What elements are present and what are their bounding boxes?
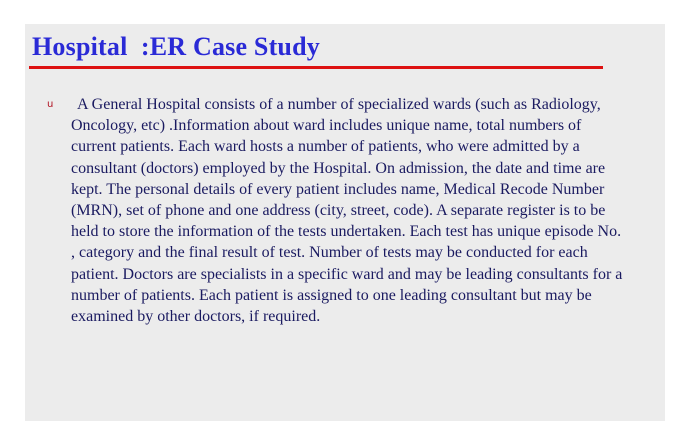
bullet-icon: u: [47, 99, 54, 110]
title-underline-rule: [29, 66, 603, 69]
slide: [25, 24, 665, 421]
case-study-paragraph: A General Hospital consists of a number of specialized wards (such as Radiology, Oncology, etc) .Information about ward includes unique name, total numbers of current patients. Each ward hosts a number of patients, who were admitted by a consultant (doctors) employed by the Hospital. On admission, the date and time are kept. The personal details of every patient includes name, Medical Recode Number (MRN), set of phone and one address (city, street, code). A separate register is to be held to store the information of the tests undertaken. Each test has unique episode No. , category and the final result of test. Number of tests may be conducted for each patient. Doctors are specialists in a specific ward and may be leading consultants for a number of patients. Each patient is assigned to one leading consultant but may be examined by other doctors, if required.: [71, 96, 623, 326]
slide-title: Hospital :ER Case Study: [32, 32, 320, 61]
